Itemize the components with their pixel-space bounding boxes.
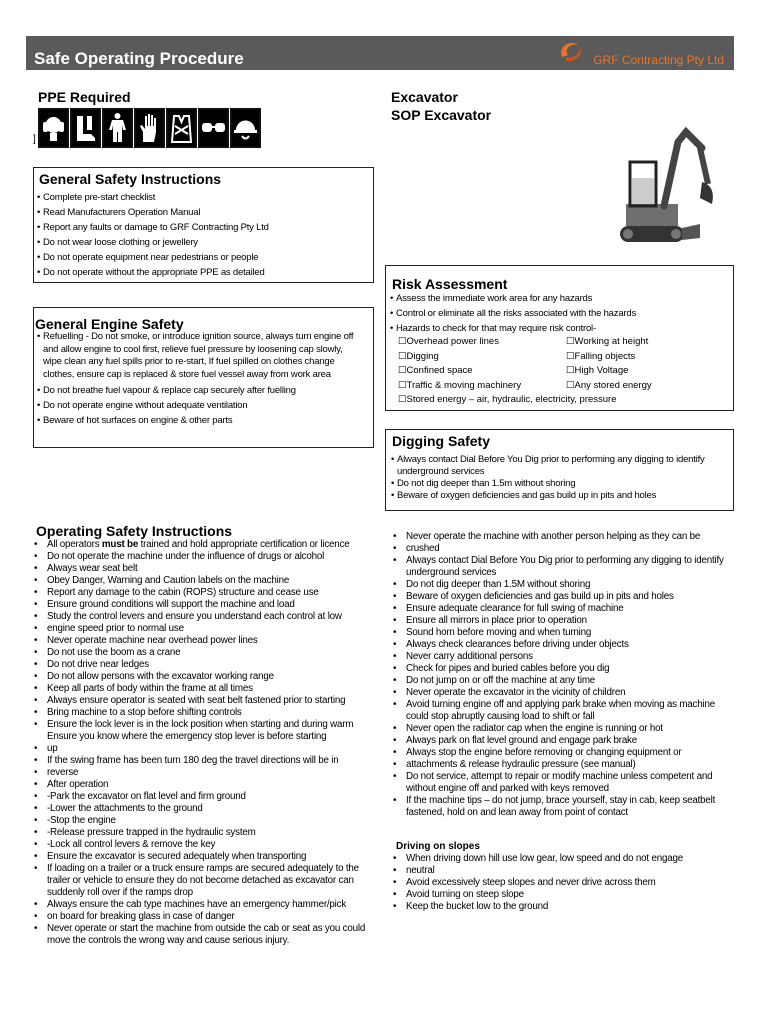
- operating-list: [32, 539, 377, 947]
- checkbox-icon: ☐: [566, 365, 575, 376]
- list-item: • neutral: [391, 865, 731, 877]
- list-item: • All operators must be trained and hold appropriate certification or licence: [32, 539, 377, 551]
- hazard-item: ☐Falling objects: [566, 350, 636, 362]
- list-item: • crushed: [391, 543, 731, 555]
- list-item: • Do not service, attempt to repair or modify machine unless competent and without engine off and parked with keys removed: [391, 771, 731, 795]
- hazard-item: ☐Stored energy – air, hydraulic, electricity, pressure: [398, 394, 617, 405]
- ear-protection-icon: [38, 108, 69, 148]
- operating-heading: Operating Safety Instructions: [36, 523, 233, 539]
- list-item: • Do not use the boom as a crane: [32, 647, 377, 659]
- hazard-column-left: [398, 335, 568, 393]
- list-item: • Study the control levers and ensure you understand each control at low: [32, 611, 377, 623]
- list-item: • on board for breaking glass in case of danger: [32, 911, 377, 923]
- list-item: • If the swing frame has been turn 180 deg the travel directions will be in: [32, 755, 377, 767]
- risk-list: [390, 291, 730, 336]
- hard-hat-icon: [230, 108, 261, 148]
- list-item: • Never operate the excavator in the vicinity of children: [391, 687, 731, 699]
- list-item: • Beware of hot surfaces on engine & other parts: [37, 413, 362, 428]
- general-safety-heading: General Safety Instructions: [39, 171, 222, 187]
- list-item: • Complete pre-start checklist: [37, 190, 370, 205]
- list-item: • Report any damage to the cabin (ROPS) structure and cease use: [32, 587, 377, 599]
- hazard-item: ☐Traffic & moving machinery: [398, 379, 522, 391]
- slopes-list: [391, 853, 731, 913]
- list-item: • -Release pressure trapped in the hydraulic system: [32, 827, 377, 839]
- hi-vis-vest-icon: [166, 108, 197, 148]
- checkbox-icon: ☐: [398, 365, 407, 376]
- list-item: • Always wear seat belt: [32, 563, 377, 575]
- engine-safety-list: [37, 331, 362, 428]
- list-item: • Beware of oxygen deficiencies and gas build up in pits and holes: [391, 490, 729, 502]
- list-item: • Never operate or start the machine from outside the cab or seat as you could move the controls the wrong way and cause serious injury.: [32, 923, 377, 947]
- equipment-name: Excavator: [391, 89, 458, 105]
- list-item: • Always check clearances before driving under objects: [391, 639, 731, 651]
- list-item: • Do not jump on or off the machine at any time: [391, 675, 731, 687]
- checkbox-icon: ☐: [398, 350, 407, 362]
- list-item: • Never carry additional persons: [391, 651, 731, 663]
- list-item: • Sound horn before moving and when turning: [391, 627, 731, 639]
- list-item: • Always ensure the cab type machines have an emergency hammer/pick: [32, 899, 377, 911]
- list-item: • Never operate machine near overhead power lines: [32, 635, 377, 647]
- list-item: • Do not operate without the appropriate PPE as detailed: [37, 265, 370, 280]
- list-item: • Keep the bucket low to the ground: [391, 901, 731, 913]
- list-item: • After operation: [32, 779, 377, 791]
- list-item: • Check for pipes and buried cables before you dig: [391, 663, 731, 675]
- list-item: • Keep all parts of body within the frame at all times: [32, 683, 377, 695]
- list-item: • Read Manufacturers Operation Manual: [37, 205, 370, 220]
- list-item: • Always park on flat level ground and engage park brake: [391, 735, 731, 747]
- hazard-column-right: [566, 335, 726, 393]
- checkbox-icon: ☐: [398, 394, 407, 405]
- list-item: • Ensure ground conditions will support the machine and load: [32, 599, 377, 611]
- engine-safety-heading: General Engine Safety: [35, 316, 184, 332]
- ppe-heading: PPE Required: [38, 89, 131, 105]
- list-item: • Do not operate engine without adequate ventilation: [37, 398, 362, 413]
- list-item: • -Lock all control levers & remove the key: [32, 839, 377, 851]
- list-item: • Ensure the lock lever is in the lock position when starting and during warm Ensure you know where the emergency stop lever is before starting: [32, 719, 377, 743]
- list-item: • Do not drive near ledges: [32, 659, 377, 671]
- hazard-item: ☐Digging: [398, 350, 439, 362]
- operating-list-right: [391, 531, 731, 819]
- slopes-heading: Driving on slopes: [396, 841, 480, 852]
- list-item: • Ensure all mirrors in place prior to operation: [391, 615, 731, 627]
- hazard-item: ☐Confined space: [398, 365, 473, 376]
- company-name: GRF Contracting Pty Ltd: [593, 53, 724, 67]
- checkbox-icon: ☐: [566, 336, 575, 347]
- list-item: • Control or eliminate all the risks associated with the hazards: [390, 306, 730, 321]
- list-item: • Always contact Dial Before You Dig prior to performing any digging to identify underground services: [391, 555, 731, 579]
- overalls-icon: [102, 108, 133, 148]
- ppe-icon-row: [38, 108, 262, 148]
- list-item: • attachments & release hydraulic pressure (see manual): [391, 759, 731, 771]
- list-item: • Bring machine to a stop before shifting controls: [32, 707, 377, 719]
- gloves-icon: [134, 108, 165, 148]
- equipment-sop: SOP Excavator: [391, 107, 492, 123]
- list-item: • If loading on a trailer or a truck ensure ramps are secured adequately to the trailer or vehicle to ensure they do not become detached as excavator can suddenly roll over if the ramps drop: [32, 863, 377, 899]
- checkbox-icon: ☐: [566, 350, 575, 362]
- risk-heading: Risk Assessment: [392, 276, 508, 292]
- list-item: • Obey Danger, Warning and Caution labels on the machine: [32, 575, 377, 587]
- checkbox-icon: ☐: [398, 379, 407, 391]
- list-item: • When driving down hill use low gear, low speed and do not engage: [391, 853, 731, 865]
- list-item: • Ensure adequate clearance for full swing of machine: [391, 603, 731, 615]
- list-item: • Hazards to check for that may require risk control-: [390, 321, 730, 336]
- excavator-image: [612, 122, 722, 250]
- general-safety-list: [37, 190, 370, 280]
- list-item: • -Stop the engine: [32, 815, 377, 827]
- engine-safety-box: [33, 307, 374, 448]
- page-title: Safe Operating Procedure: [34, 49, 244, 68]
- hazard-item: ☐Working at height: [566, 336, 649, 347]
- company-logo-icon: [556, 37, 586, 65]
- list-item: • Never operate the machine with another person helping as they can be: [391, 531, 731, 543]
- digging-safety-box: [385, 429, 734, 511]
- list-item: • Do not operate equipment near pedestrians or people: [37, 250, 370, 265]
- list-item: • Do not wear loose clothing or jewellery: [37, 235, 370, 250]
- digging-list: [391, 454, 729, 502]
- list-item: • -Lower the attachments to the ground: [32, 803, 377, 815]
- list-item: • Avoid excessively steep slopes and never drive across them: [391, 877, 731, 889]
- list-item: • Beware of oxygen deficiencies and gas build up in pits and holes: [391, 591, 731, 603]
- safety-boots-icon: [70, 108, 101, 148]
- hazard-item: ☐Overhead power lines: [398, 336, 499, 347]
- list-item: • up: [32, 743, 377, 755]
- list-item: • Report any faults or damage to GRF Contracting Pty Ltd: [37, 220, 370, 235]
- risk-assessment-box: [385, 265, 734, 411]
- checkbox-icon: ☐: [398, 336, 407, 347]
- list-item: • engine speed prior to normal use: [32, 623, 377, 635]
- list-item: • Refuelling - Do not smoke, or introduce ignition source, always turn engine off and allow engine to cool first, relieve fuel pressure by loosening cap slowly, wipe clean any fuel spills prior to re-start, If fuel spilled on clothes change clothes, ensure cap is replaced & store fuel vessel away from work area: [37, 331, 362, 381]
- list-item: • Do not operate the machine under the influence of drugs or alcohol: [32, 551, 377, 563]
- list-item: • Avoid turning engine off and applying park brake when moving as machine could stop abruptly causing load to shift or fall: [391, 699, 731, 723]
- list-item: • Always stop the engine before removing or changing equipment or: [391, 747, 731, 759]
- list-item: • Do not breathe fuel vapour & replace cap securely after fuelling: [37, 383, 362, 398]
- digging-heading: Digging Safety: [392, 433, 491, 449]
- list-item: • Never open the radiator cap when the engine is running or hot: [391, 723, 731, 735]
- list-item: • Do not allow persons with the excavator working range: [32, 671, 377, 683]
- list-item: • Ensure the excavator is secured adequately when transporting: [32, 851, 377, 863]
- list-item: • reverse: [32, 767, 377, 779]
- stray-mark: ]: [33, 134, 36, 145]
- list-item: • Always ensure operator is seated with seat belt fastened prior to starting: [32, 695, 377, 707]
- list-item: • Do not dig deeper than 1.5M without shoring: [391, 579, 731, 591]
- checkbox-icon: ☐: [566, 379, 575, 391]
- list-item: • Avoid turning on steep slope: [391, 889, 731, 901]
- list-item: • Do not dig deeper than 1.5m without shoring: [391, 478, 729, 490]
- general-safety-box: [33, 167, 374, 283]
- safety-glasses-icon: [198, 108, 229, 148]
- list-item: • If the machine tips – do not jump, brace yourself, stay in cab, keep seatbelt fastened, hold on and lean away from point of contact: [391, 795, 731, 819]
- list-item: • -Park the excavator on flat level and firm ground: [32, 791, 377, 803]
- list-item: • Assess the immediate work area for any hazards: [390, 291, 730, 306]
- hazard-item: ☐Any stored energy: [566, 379, 652, 391]
- hazard-item: ☐High Voltage: [566, 365, 629, 376]
- header-bar: [26, 36, 734, 70]
- list-item: • Always contact Dial Before You Dig prior to performing any digging to identify underground services: [391, 454, 729, 478]
